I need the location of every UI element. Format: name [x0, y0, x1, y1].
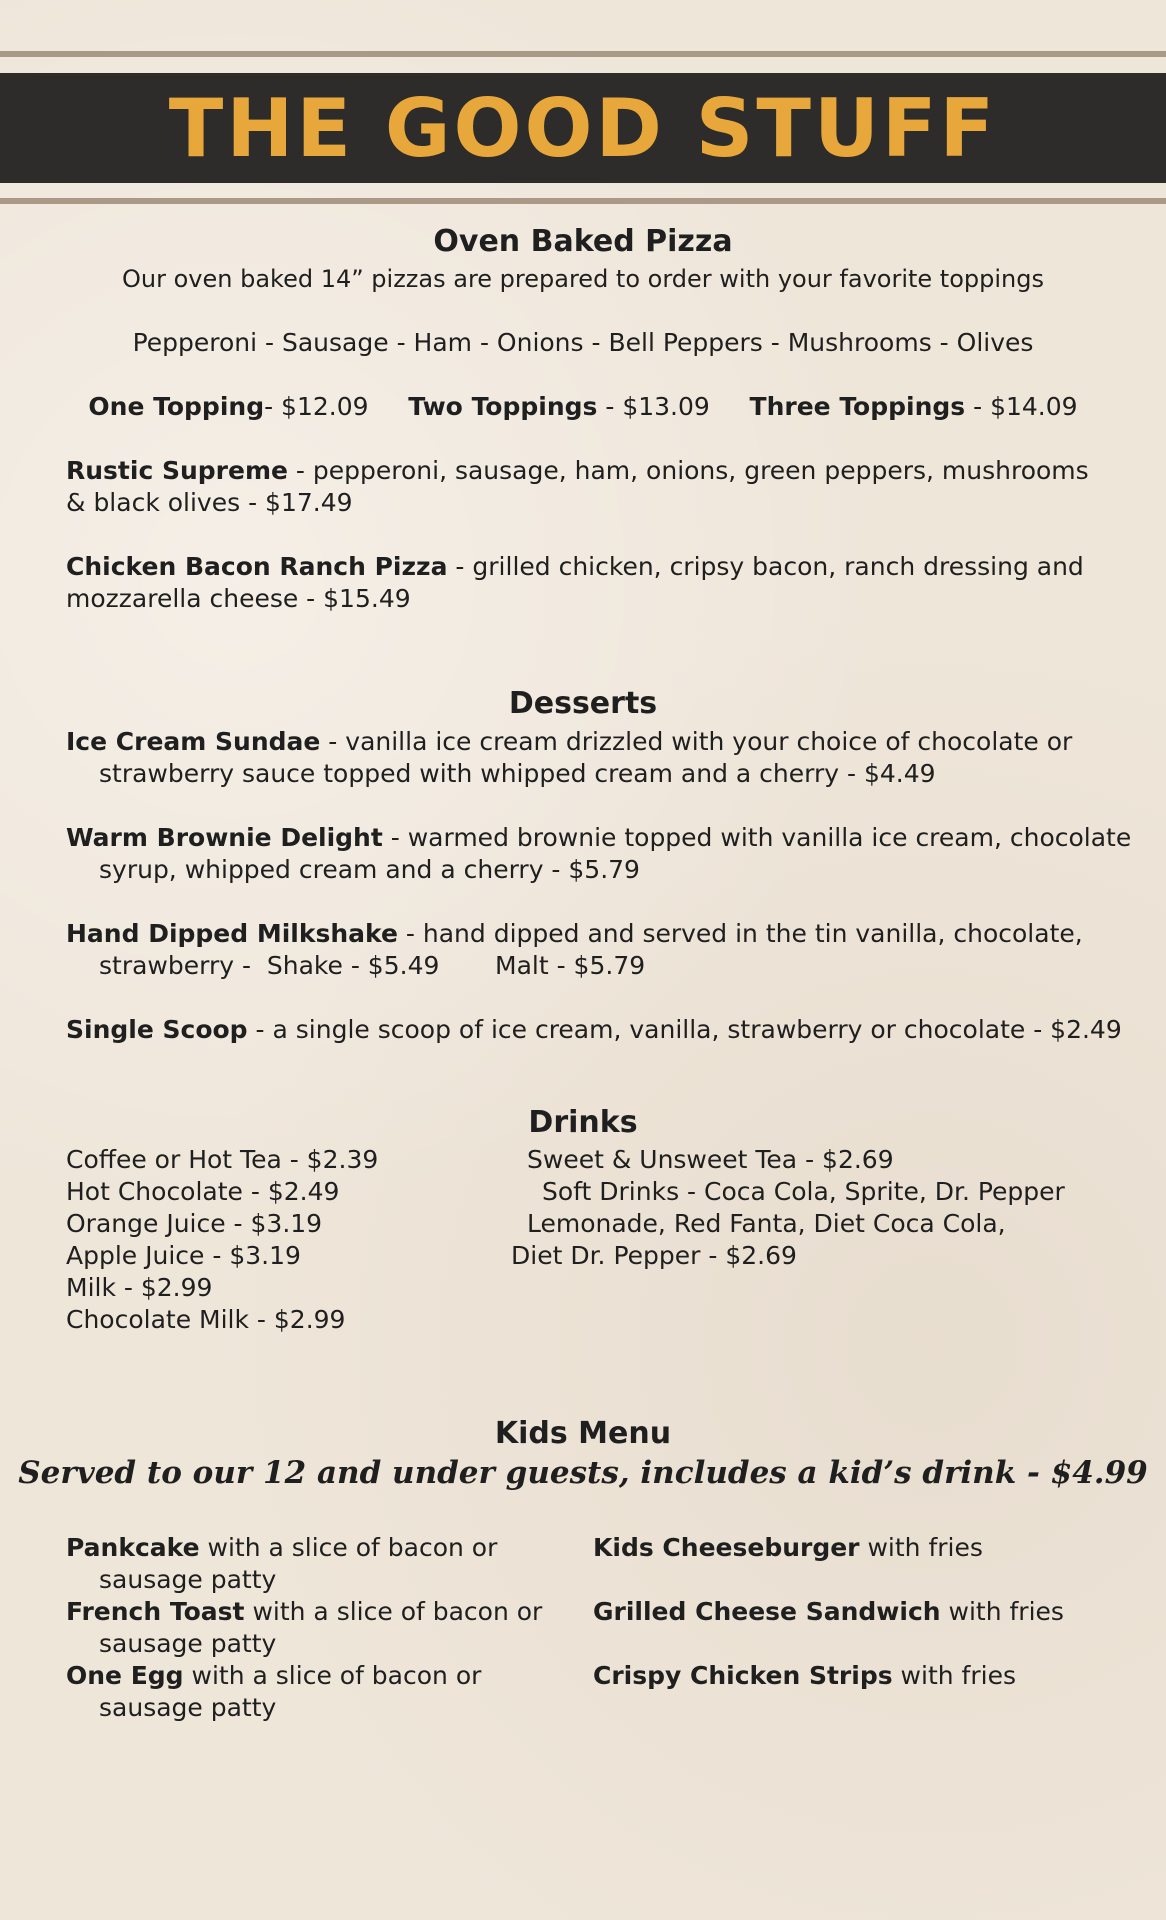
kids-item-pancake-cont: sausage patty [99, 1565, 277, 1594]
drink-left-6: Chocolate Milk - $2.99 [66, 1305, 346, 1334]
item-desc: with fries [892, 1661, 1016, 1690]
one-topping-label: One Topping [88, 392, 265, 421]
pizza-heading: Oven Baked Pizza [433, 224, 733, 259]
drink-left-2: Hot Chocolate - $2.49 [66, 1177, 340, 1206]
pizza-topping-prices [0, 391, 1166, 423]
drink-left-5: Milk - $2.99 [66, 1273, 213, 1302]
item-name: Warm Brownie Delight [66, 823, 383, 852]
kids-item-french-toast-cont: sausage patty [99, 1629, 277, 1658]
item-desc: with a slice of bacon or [183, 1661, 482, 1690]
drink-right-4: Diet Dr. Pepper - $2.69 [511, 1241, 797, 1270]
one-topping-price: - $12.09 [264, 392, 369, 421]
item-desc: - hand dipped and served in the tin vanilla, chocolate, [397, 919, 1083, 948]
item-desc: with a slice of bacon or [244, 1597, 543, 1626]
menu-item-rustic-supreme-cont: & black olives - $17.49 [66, 488, 353, 517]
bottom-rule [0, 198, 1166, 204]
menu-item-warm-brownie-cont: syrup, whipped cream and a cherry - $5.79 [99, 855, 640, 884]
item-name: Grilled Cheese Sandwich [593, 1597, 941, 1626]
kids-item-pancake [66, 1532, 497, 1564]
menu-item-rustic-supreme [66, 455, 1089, 487]
item-desc: - grilled chicken, cripsy bacon, ranch dressing and [447, 552, 1084, 581]
item-name: Ice Cream Sundae [66, 727, 321, 756]
item-desc: with a slice of bacon or [199, 1533, 498, 1562]
item-desc: with fries [859, 1533, 983, 1562]
kids-item-chicken-strips [593, 1660, 1016, 1692]
kids-item-french-toast [66, 1596, 542, 1628]
menu-item-single-scoop [66, 1014, 1122, 1046]
desserts-heading: Desserts [508, 686, 658, 721]
three-toppings-price: - $14.09 [965, 392, 1078, 421]
kids-item-grilled-cheese [593, 1596, 1064, 1628]
pizza-toppings-list: Pepperoni - Sausage - Ham - Onions - Bell Peppers - Mushrooms - Olives [132, 328, 1034, 357]
kids-item-one-egg [66, 1660, 481, 1692]
item-name: Chicken Bacon Ranch Pizza [66, 552, 448, 581]
item-name: One Egg [66, 1661, 184, 1690]
kids-subheading: Served to our 12 and under guests, includes a kid’s drink - $4.99 [18, 1455, 1148, 1491]
drink-right-3: Lemonade, Red Fanta, Diet Coca Cola, [527, 1209, 1006, 1238]
kids-item-one-egg-cont: sausage patty [99, 1693, 277, 1722]
drinks-heading: Drinks [528, 1105, 638, 1140]
drink-left-4: Apple Juice - $3.19 [66, 1241, 301, 1270]
menu-item-milkshake-cont: strawberry - Shake - $5.49 Malt - $5.79 [99, 951, 646, 980]
drink-right-1: Sweet & Unsweet Tea - $2.69 [527, 1145, 894, 1174]
item-name: French Toast [66, 1597, 245, 1626]
item-name: Crispy Chicken Strips [593, 1661, 893, 1690]
item-desc: - pepperoni, sausage, ham, onions, green peppers, mushrooms [287, 456, 1089, 485]
menu-item-warm-brownie [66, 822, 1131, 854]
menu-item-ice-cream-sundae-cont: strawberry sauce topped with whipped cream and a cherry - $4.49 [99, 759, 936, 788]
item-name: Kids Cheeseburger [593, 1533, 860, 1562]
kids-item-cheeseburger [593, 1532, 983, 1564]
menu-item-ice-cream-sundae [66, 726, 1072, 758]
two-toppings-price: - $13.09 [597, 392, 710, 421]
pizza-subheading: Our oven baked 14” pizzas are prepared to order with your favorite toppings [122, 265, 1044, 293]
drink-left-1: Coffee or Hot Tea - $2.39 [66, 1145, 379, 1174]
kids-heading: Kids Menu [494, 1416, 672, 1451]
item-name: Hand Dipped Milkshake [66, 919, 398, 948]
drink-right-2: Soft Drinks - Coca Cola, Sprite, Dr. Pepper [542, 1177, 1065, 1206]
menu-item-milkshake [66, 918, 1083, 950]
top-rule [0, 51, 1166, 57]
item-desc: - a single scoop of ice cream, vanilla, strawberry or chocolate - $2.49 [247, 1015, 1122, 1044]
two-toppings-label: Two Toppings [408, 392, 598, 421]
item-name: Rustic Supreme [66, 456, 288, 485]
item-name: Single Scoop [66, 1015, 248, 1044]
header-banner [0, 73, 1166, 183]
item-name: Pankcake [66, 1533, 200, 1562]
item-desc: with fries [940, 1597, 1064, 1626]
three-toppings-label: Three Toppings [749, 392, 966, 421]
item-desc: - vanilla ice cream drizzled with your choice of chocolate or [320, 727, 1073, 756]
menu-item-chicken-bacon-ranch [66, 551, 1084, 583]
menu-item-chicken-bacon-ranch-cont: mozzarella cheese - $15.49 [66, 584, 411, 613]
item-desc: - warmed brownie topped with vanilla ice cream, chocolate [382, 823, 1132, 852]
page-title: THE GOOD STUFF [168, 81, 998, 175]
drink-left-3: Orange Juice - $3.19 [66, 1209, 323, 1238]
